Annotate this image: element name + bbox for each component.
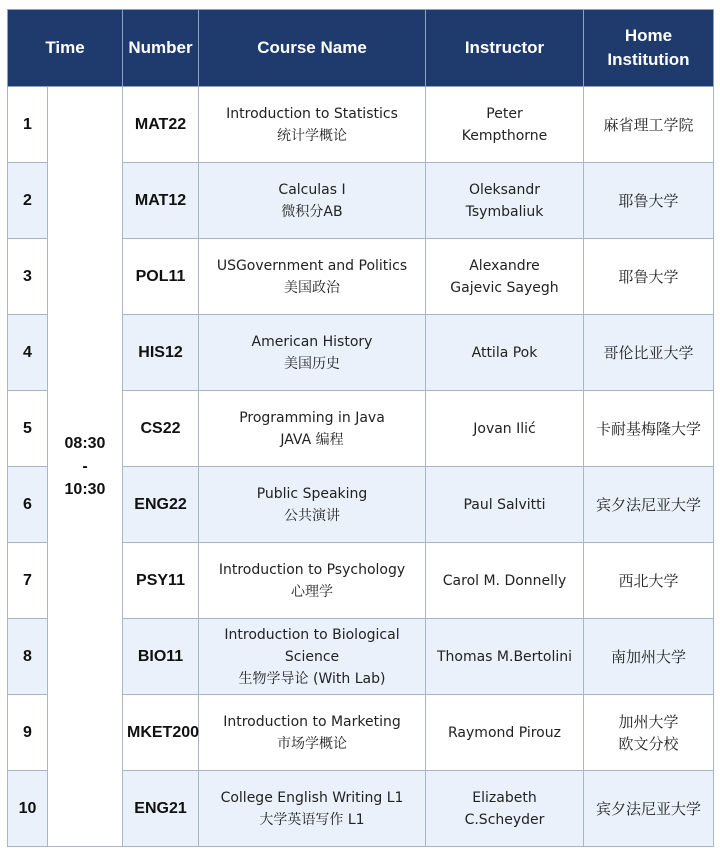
course-name-cn: 大学英语写作 L1: [259, 811, 365, 828]
header-time: Time: [8, 10, 123, 87]
instructor-line: C.Scheyder: [464, 811, 545, 828]
course-number: BIO11: [123, 619, 199, 695]
instructor-line: Kempthorne: [461, 127, 548, 144]
instructor: [426, 163, 584, 239]
course-name: [199, 695, 426, 771]
home-institution: [584, 239, 714, 315]
course-name-cn: 心理学: [291, 583, 333, 600]
course-name: [199, 391, 426, 467]
instructor-line: Jovan Ilić: [473, 420, 536, 437]
row-index: 2: [8, 163, 48, 239]
course-number: POL11: [123, 239, 199, 315]
course-table: [7, 9, 714, 847]
time-end: 10:30: [64, 481, 106, 498]
home-institution: [584, 695, 714, 771]
time-start: 08:30: [64, 435, 106, 452]
home-institution: [584, 391, 714, 467]
course-name-en: College English Writing L1: [220, 789, 404, 806]
course-name: [199, 619, 426, 695]
course-name-cn: 生物学导论 (With Lab): [238, 670, 386, 687]
instructor-line: Tsymbaliuk: [465, 203, 544, 220]
course-name: [199, 239, 426, 315]
course-name-en: Calculas I: [278, 181, 346, 198]
row-index: 5: [8, 391, 48, 467]
course-name-en: Programming in Java: [239, 409, 385, 426]
home-institution: [584, 771, 714, 847]
row-index: 9: [8, 695, 48, 771]
home-institution: [584, 467, 714, 543]
course-number: PSY11: [123, 543, 199, 619]
home-institution-line: 宾夕法尼亚大学: [595, 799, 701, 818]
course-name-cn: 美国历史: [284, 355, 340, 372]
course-name-cn: 美国政治: [284, 279, 340, 296]
home-institution-line: 卡耐基梅隆大学: [595, 419, 701, 438]
course-number: MAT12: [123, 163, 199, 239]
row-index: 3: [8, 239, 48, 315]
instructor-line: Gajevic Sayegh: [450, 279, 559, 296]
course-name-cn: 市场学概论: [277, 735, 347, 752]
course-name-en: USGovernment and Politics: [216, 257, 408, 274]
row-index: 8: [8, 619, 48, 695]
course-name: [199, 771, 426, 847]
home-institution: [584, 315, 714, 391]
course-name-en: Introduction to Marketing: [223, 713, 401, 730]
course-name-en: Introduction to Biological Science: [224, 626, 400, 665]
row-index: 6: [8, 467, 48, 543]
course-name-en: Public Speaking: [256, 485, 368, 502]
course-number: MAT22: [123, 87, 199, 163]
instructor-line: Peter: [486, 105, 523, 122]
header-row: [8, 10, 714, 87]
instructor: [426, 619, 584, 695]
instructor: [426, 543, 584, 619]
table-row: [8, 87, 714, 163]
home-institution: [584, 543, 714, 619]
course-name-cn: 微积分AB: [281, 203, 343, 220]
home-institution-line: 耶鲁大学: [618, 267, 679, 286]
course-name-en: Introduction to Psychology: [218, 561, 406, 578]
instructor-line: Paul Salvitti: [463, 496, 546, 513]
home-institution: [584, 87, 714, 163]
time-separator: -: [82, 458, 88, 475]
course-name: [199, 163, 426, 239]
home-institution: [584, 619, 714, 695]
course-number: ENG21: [123, 771, 199, 847]
instructor: [426, 771, 584, 847]
instructor: [426, 695, 584, 771]
instructor-line: Thomas M.Bertolini: [436, 648, 573, 665]
instructor-line: Attila Pok: [471, 344, 538, 361]
course-name-en: American History: [251, 333, 373, 350]
course-number: ENG22: [123, 467, 199, 543]
course-name: [199, 315, 426, 391]
home-institution: [584, 163, 714, 239]
instructor: [426, 315, 584, 391]
row-index: 4: [8, 315, 48, 391]
row-index: 1: [8, 87, 48, 163]
course-name: [199, 543, 426, 619]
course-number: MKET200: [123, 695, 199, 771]
instructor-line: Elizabeth: [472, 789, 537, 806]
instructor-line: Carol M. Donnelly: [442, 572, 567, 589]
home-institution-line: 加州大学: [618, 712, 679, 731]
header-course-name: Course Name: [199, 10, 426, 87]
header-home-institution: Home Institution: [584, 10, 714, 87]
home-institution-line: 欧文分校: [618, 734, 679, 753]
instructor-line: Raymond Pirouz: [448, 724, 561, 741]
course-name-en: Introduction to Statistics: [226, 105, 398, 122]
header-number: Number: [123, 10, 199, 87]
course-name: [199, 87, 426, 163]
course-schedule: [7, 9, 713, 847]
course-name-cn: 统计学概论: [277, 127, 347, 144]
course-name-cn: 公共演讲: [284, 507, 340, 524]
instructor: [426, 467, 584, 543]
home-institution-line: 南加州大学: [610, 647, 686, 666]
instructor: [426, 391, 584, 467]
header-instructor: Instructor: [426, 10, 584, 87]
row-index: 7: [8, 543, 48, 619]
course-number: CS22: [123, 391, 199, 467]
course-name-cn: JAVA 编程: [280, 431, 344, 448]
home-institution-line: 西北大学: [618, 571, 679, 590]
home-institution-line: 麻省理工学院: [603, 115, 694, 134]
home-institution-line: 宾夕法尼亚大学: [595, 495, 701, 514]
instructor: [426, 239, 584, 315]
row-index: 10: [8, 771, 48, 847]
instructor: [426, 87, 584, 163]
time-cell: [48, 87, 123, 847]
home-institution-line: 耶鲁大学: [618, 191, 679, 210]
instructor-line: Alexandre: [469, 257, 540, 274]
course-name: [199, 467, 426, 543]
home-institution-line: 哥伦比亚大学: [603, 343, 694, 362]
course-number: HIS12: [123, 315, 199, 391]
instructor-line: Oleksandr: [468, 181, 541, 198]
